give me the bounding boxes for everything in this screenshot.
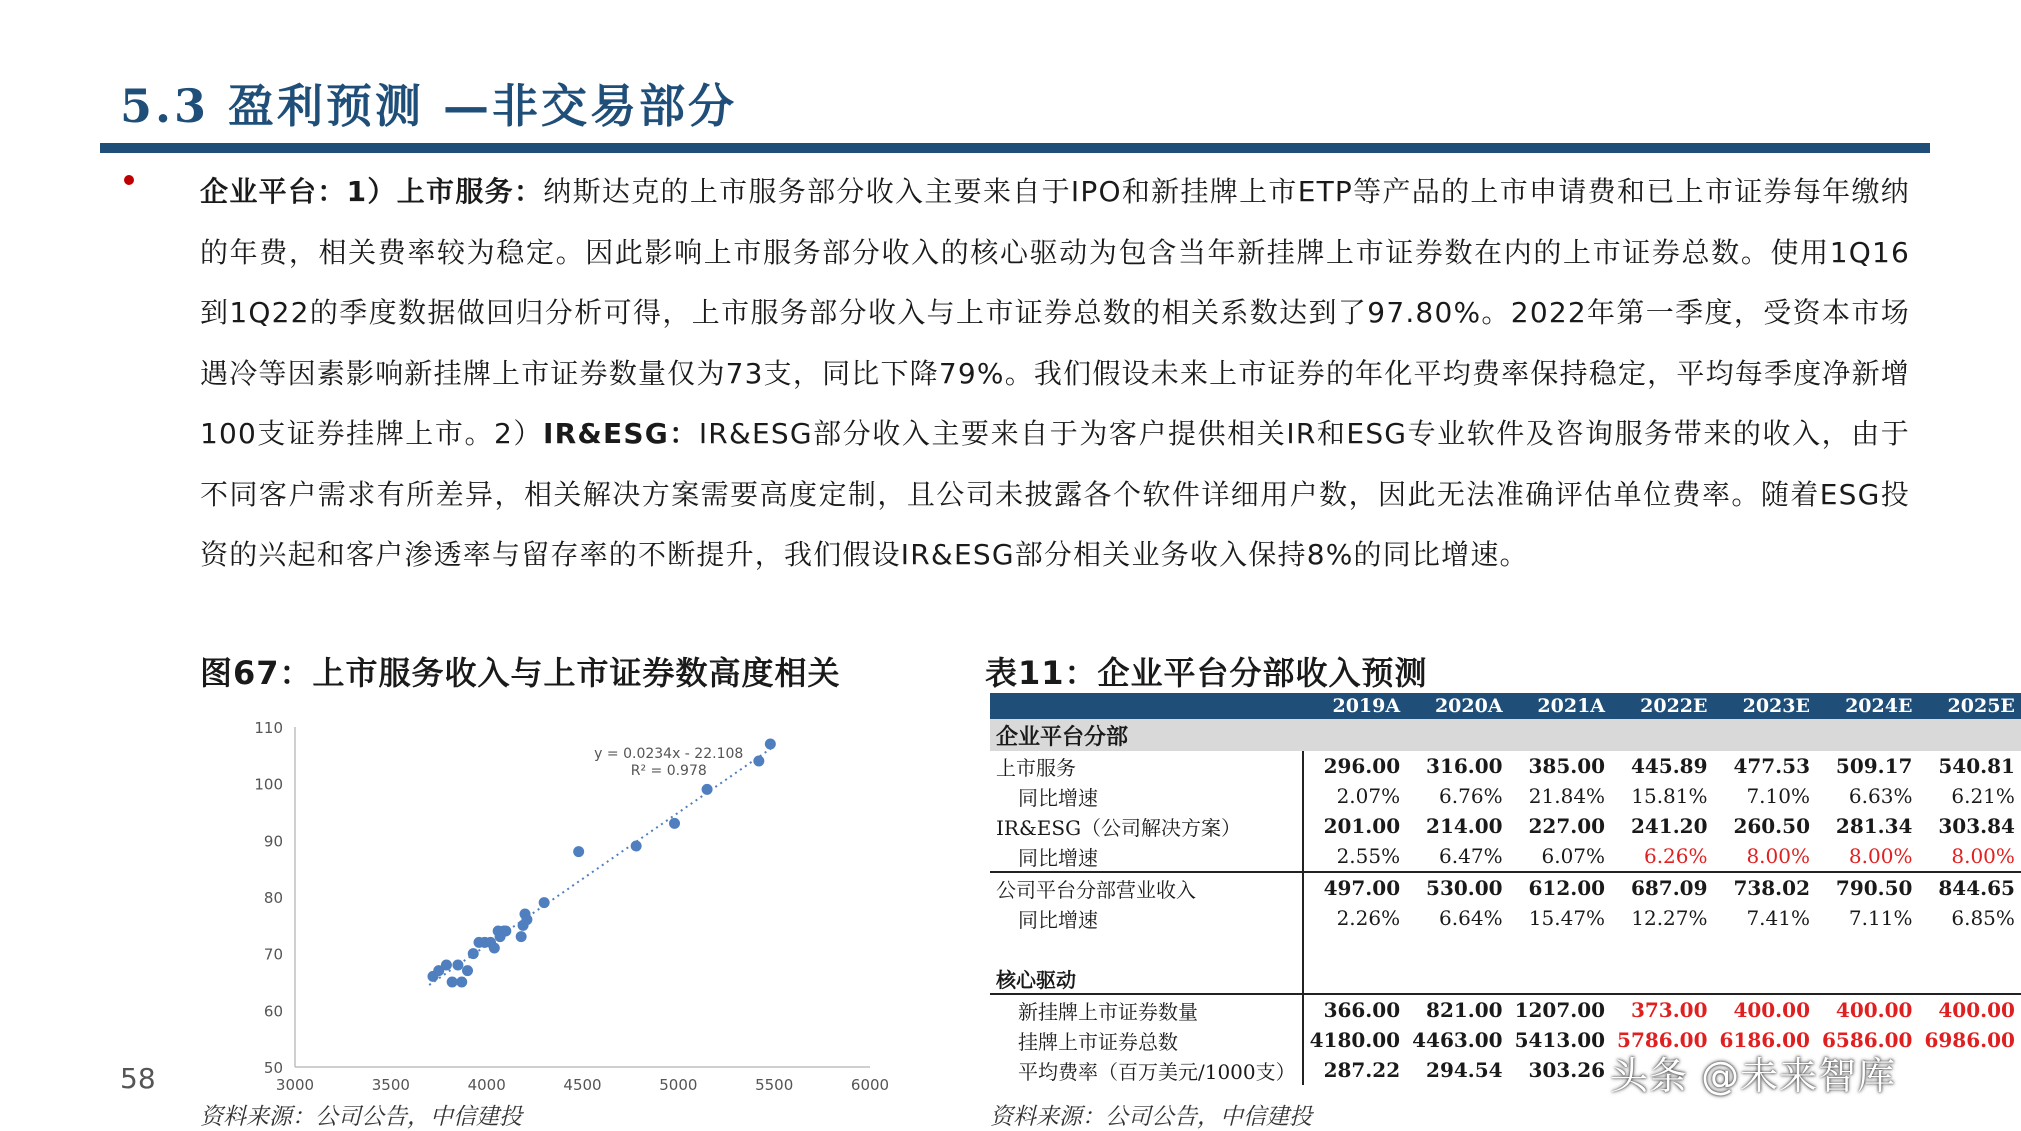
header-year: 2023E (1714, 693, 1816, 719)
table-cell: 821.00 (1406, 994, 1508, 1025)
table-cell: 294.54 (1426, 1058, 1503, 1082)
table-cell: 4180.00 (1309, 1028, 1401, 1052)
table-cell: 6.85% (1951, 906, 2015, 930)
table-cell: 612.00 (1509, 872, 1611, 903)
y-tick-label: 80 (263, 889, 283, 907)
table-cell: 227.00 (1528, 814, 1606, 838)
table-cell: 509.17 (1835, 754, 1913, 778)
data-point (447, 977, 458, 988)
x-tick-label: 4500 (563, 1076, 602, 1094)
table-caption: 表11：企业平台分部收入预测 (985, 654, 1428, 692)
data-point (441, 960, 452, 971)
table-cell: 6.76% (1439, 784, 1503, 808)
table-source: 资料来源：公司公告，中信建投 (990, 1104, 1312, 1130)
bullet-heading: 企业平台：1）上市服务： (200, 175, 544, 208)
y-tick-label: 100 (254, 775, 283, 794)
page-number: 58 (120, 1062, 156, 1095)
data-point (765, 739, 776, 750)
data-point (669, 818, 680, 829)
data-point (702, 784, 713, 795)
table-cell: 497.00 (1303, 872, 1406, 903)
table-cell: 6586.00 (1821, 1028, 1913, 1052)
table-cell: 8.00% (1848, 844, 1913, 868)
table-cell: 303.84 (1938, 814, 2015, 838)
data-point (631, 841, 642, 852)
table-row (990, 994, 2021, 1025)
spacer-row (990, 933, 2021, 963)
spacer-cell (1303, 933, 2021, 963)
row-label: 上市服务 (990, 751, 1303, 781)
ir-esg-text: IR&ESG部分收入主要来自于为客户提供相关IR和ESG专业软件及咨询服务带来的收入，由于不同客户需求有所差异，相关解决方案需要高度定制，且公司未披露各个软件详细用户数，因此无法准确评估单位费率。随着ESG投资的兴起和客户渗透率与留存率的不断提升，我们假设IR&ESG部分相关业务收入保持8%的同比增速。 (200, 417, 1911, 571)
table-cell: 260.50 (1733, 814, 1810, 838)
row-label: 新挂牌上市证券数量 (990, 994, 1303, 1025)
data-point (500, 926, 511, 937)
data-point (462, 965, 473, 976)
table-cell: 4463.00 (1412, 1028, 1503, 1052)
table-cell: 316.00 (1426, 754, 1503, 778)
row-label: 同比增速 (990, 903, 1303, 933)
header-year: 2024E (1816, 693, 1918, 719)
table-row (990, 841, 2021, 872)
table-cell: 15.81% (1631, 784, 1708, 808)
row-label: 公司平台分部营业收入 (990, 872, 1303, 903)
table-cell: 8.00% (1746, 844, 1810, 868)
data-point (516, 931, 527, 942)
data-point (452, 960, 463, 971)
table-cell: 2.26% (1336, 906, 1401, 930)
table-row (990, 903, 2021, 933)
table-cell: 7.11% (1848, 906, 1913, 930)
figure-source: 资料来源：公司公告，中信建投 (200, 1104, 522, 1130)
table-cell: 400.00 (1918, 994, 2020, 1025)
data-point (489, 943, 500, 954)
table-cell: 790.50 (1816, 872, 1918, 903)
table-cell: 6.26% (1643, 844, 1708, 868)
y-tick-label: 110 (254, 719, 283, 737)
ir-esg-heading: IR&ESG： (543, 417, 699, 450)
table-row (990, 811, 2021, 841)
spacer-cell (990, 933, 1303, 963)
bullet-dot (124, 175, 134, 185)
trend-line (429, 746, 774, 985)
data-point (753, 756, 764, 767)
body-paragraph (200, 162, 1910, 586)
table-cell: 6186.00 (1719, 1028, 1810, 1052)
table-cell: 687.09 (1611, 872, 1713, 903)
table-cell: 15.47% (1528, 906, 1606, 930)
table-cell: 844.65 (1918, 872, 2020, 903)
row-label: 挂牌上市证券总数 (990, 1025, 1303, 1055)
section-row (990, 719, 2021, 751)
table-cell: 5786.00 (1617, 1028, 1708, 1052)
table-cell: 6.07% (1541, 844, 1606, 868)
table-row (990, 872, 2021, 903)
table-cell: 6.47% (1439, 844, 1503, 868)
table-cell: 477.53 (1733, 754, 1810, 778)
table-cell: 241.20 (1630, 814, 1708, 838)
table-cell: 281.34 (1835, 814, 1913, 838)
table-cell: 21.84% (1528, 784, 1606, 808)
figure-caption: 图67：上市服务收入与上市证券数高度相关 (200, 654, 841, 692)
x-tick-label: 3500 (371, 1076, 410, 1094)
table-cell: 7.41% (1746, 906, 1810, 930)
y-tick-label: 60 (263, 1002, 283, 1021)
table-cell: 296.00 (1323, 754, 1401, 778)
table-cell: 400.00 (1714, 994, 1816, 1025)
title-underline (100, 143, 1930, 153)
row-label: 平均费率（百万美元/1000支） (990, 1055, 1303, 1085)
header-year: 2021A (1509, 693, 1611, 719)
watermark: 头条 @未来智库 (1610, 1054, 1897, 1098)
r-squared: R² = 0.978 (630, 763, 707, 780)
table-cell: 201.00 (1323, 814, 1401, 838)
table-cell: 530.00 (1406, 872, 1508, 903)
table-header-row (990, 693, 2021, 719)
table-row (990, 751, 2021, 781)
table-cell: 12.27% (1631, 906, 1708, 930)
header-blank (990, 693, 1303, 719)
table-cell: 2.07% (1336, 784, 1401, 808)
header-year: 2022E (1611, 693, 1713, 719)
table-cell: 1207.00 (1509, 994, 1611, 1025)
table-cell: 385.00 (1528, 754, 1606, 778)
x-tick-label: 6000 (850, 1076, 890, 1094)
y-tick-label: 50 (263, 1059, 283, 1077)
table-cell: 6.21% (1951, 784, 2015, 808)
header-year: 2019A (1303, 693, 1406, 719)
x-tick-label: 3000 (275, 1076, 315, 1094)
section-row (990, 963, 2021, 994)
table-cell: 6.64% (1439, 906, 1503, 930)
table-cell: 540.81 (1938, 754, 2015, 778)
table-cell: 6986.00 (1924, 1028, 2015, 1052)
revenue-forecast-table (990, 693, 2021, 1085)
row-label: 同比增速 (990, 781, 1303, 811)
table-cell (1918, 1055, 2020, 1085)
table-cell: 287.22 (1323, 1058, 1401, 1082)
header-year: 2025E (1918, 693, 2020, 719)
table-cell: 445.89 (1630, 754, 1708, 778)
table-cell: 400.00 (1816, 994, 1918, 1025)
trend-equation: y = 0.0234x - 22.108 (594, 746, 744, 763)
y-tick-label: 70 (263, 945, 283, 964)
section-label: 核心驱动 (990, 963, 1303, 994)
table-cell: 7.10% (1746, 784, 1810, 808)
blank-cell (1303, 963, 2021, 994)
data-point (521, 914, 532, 925)
data-point (539, 897, 550, 908)
x-tick-label: 5500 (755, 1076, 794, 1094)
row-label: 同比增速 (990, 841, 1303, 872)
data-point (468, 948, 479, 959)
table-cell: 738.02 (1714, 872, 1816, 903)
listing-services-text: 纳斯达克的上市服务部分收入主要来自于IPO和新挂牌上市ETP等产品的上市申请费和已上市证券每年缴纳的年费，相关费率较为稳定。因此影响上市服务部分收入的核心驱动为包含当年新挂牌上市证券数在内的上市证券总数。使用1Q16到1Q22的季度数据做回归分析可得，上市服务部分收入与上市证券总数的相关系数达到了97.80%。2022年第一季度，受资本市场遇冷等因素影响新挂牌上市证券数量仅为73支，同比下降79%。我们假设未来上市证券的年化平均费率保持稳定，平均每季度净新增100支证券挂牌上市。2） (200, 175, 1910, 450)
x-tick-label: 5000 (659, 1076, 698, 1094)
table-cell: 2.55% (1336, 844, 1401, 868)
data-point (573, 846, 584, 857)
header-year: 2020A (1406, 693, 1508, 719)
table-cell: 303.26 (1528, 1058, 1606, 1082)
y-tick-label: 90 (263, 832, 283, 851)
data-point (456, 977, 467, 988)
table-cell: 8.00% (1951, 844, 2015, 868)
section-label: 企业平台分部 (990, 719, 2021, 751)
table-cell: 366.00 (1303, 994, 1406, 1025)
table-cell: 373.00 (1611, 994, 1713, 1025)
table-cell: 214.00 (1426, 814, 1503, 838)
x-tick-label: 4000 (467, 1076, 506, 1094)
page-title: 5.3 盈利预测 —非交易部分 (120, 79, 738, 133)
row-label: IR&ESG（公司解决方案） (990, 811, 1303, 841)
scatter-chart (200, 705, 900, 1100)
table-cell: 5413.00 (1514, 1028, 1606, 1052)
table-row (990, 781, 2021, 811)
table-cell: 6.63% (1848, 784, 1913, 808)
